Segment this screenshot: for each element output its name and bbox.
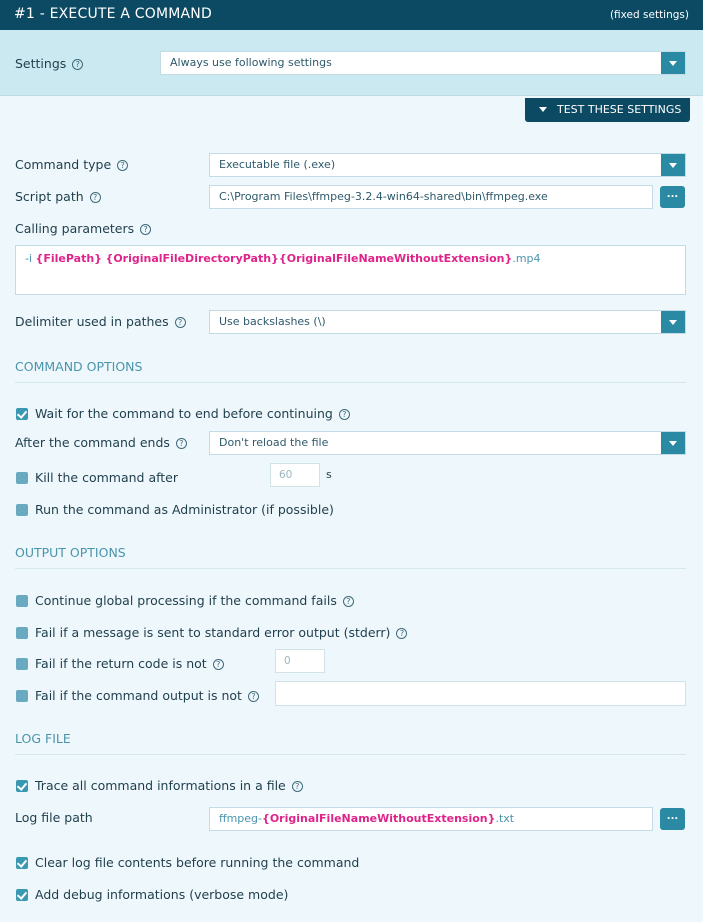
- stderr-label: Fail if a message is sent to standard error output (stderr) ?: [35, 625, 407, 640]
- calling-parameters-label: Calling parameters ?: [15, 221, 151, 236]
- help-icon[interactable]: ?: [396, 628, 407, 639]
- wait-checkbox[interactable]: [16, 408, 28, 420]
- path-variable: {OriginalFileNameWithoutExtension}: [262, 812, 496, 825]
- trace-label: Trace all command informations in a file ?: [35, 778, 303, 793]
- after-command-dropdown[interactable]: [209, 431, 686, 455]
- admin-checkbox[interactable]: [16, 504, 28, 516]
- delimiter-value: Use backslashes (\): [219, 315, 326, 328]
- script-path-label: Script path ?: [15, 189, 101, 204]
- path-text: .txt: [495, 812, 515, 825]
- chevron-down-icon[interactable]: [661, 52, 685, 74]
- kill-label: Kill the command after: [35, 470, 179, 485]
- param-variable: {FilePath}: [35, 252, 102, 265]
- settings-label: Settings ?: [15, 56, 83, 71]
- kill-timeout-input[interactable]: 60: [270, 463, 320, 487]
- help-icon[interactable]: ?: [117, 160, 128, 171]
- output-checkbox[interactable]: [16, 690, 28, 702]
- output-options-heading: OUTPUT OPTIONS: [15, 545, 686, 569]
- command-options-heading: COMMAND OPTIONS: [15, 359, 686, 383]
- output-label: Fail if the command output is not ?: [35, 688, 259, 703]
- test-settings-button[interactable]: [525, 98, 690, 122]
- chevron-down-icon[interactable]: [661, 432, 685, 454]
- delimiter-dropdown[interactable]: [209, 310, 686, 334]
- help-icon[interactable]: ?: [176, 438, 187, 449]
- help-icon[interactable]: ?: [175, 317, 186, 328]
- return-code-checkbox[interactable]: [16, 658, 28, 670]
- admin-label: Run the command as Administrator (if possible): [35, 502, 334, 517]
- clear-log-checkbox[interactable]: [16, 857, 28, 869]
- output-input[interactable]: [275, 681, 686, 706]
- help-icon[interactable]: ?: [343, 596, 354, 607]
- help-icon[interactable]: ?: [248, 691, 259, 702]
- clear-log-label: Clear log file contents before running the command: [35, 855, 360, 870]
- log-file-path-label: Log file path: [15, 810, 93, 825]
- window-header: [0, 0, 703, 30]
- fixed-settings-label: (fixed settings): [609, 9, 689, 21]
- calling-parameters-input[interactable]: [15, 245, 686, 295]
- trace-checkbox[interactable]: [16, 780, 28, 792]
- kill-unit: s: [326, 468, 332, 481]
- script-path-input[interactable]: [209, 185, 653, 209]
- delimiter-label: Delimiter used in pathes ?: [15, 314, 186, 329]
- param-text: -i: [25, 252, 36, 265]
- log-file-heading: LOG FILE: [15, 731, 686, 755]
- command-type-label: Command type ?: [15, 157, 128, 172]
- continue-label: Continue global processing if the command fails ?: [35, 593, 354, 608]
- param-variable: {OriginalFileNameWithoutExtension}: [278, 252, 513, 265]
- wait-label: Wait for the command to end before continuing ?: [35, 406, 350, 421]
- param-variable: {OriginalFileDirectoryPath}: [105, 252, 279, 265]
- help-icon[interactable]: ?: [140, 224, 151, 235]
- chevron-down-icon[interactable]: [661, 311, 685, 333]
- help-icon[interactable]: ?: [339, 409, 350, 420]
- triangle-down-icon: [539, 107, 547, 112]
- path-text: ffmpeg-: [219, 812, 262, 825]
- after-command-value: Don't reload the file: [219, 436, 329, 449]
- command-type-value: Executable file (.exe): [219, 158, 336, 171]
- header-title: #1 - EXECUTE A COMMAND: [14, 6, 212, 22]
- settings-band: [0, 30, 703, 96]
- chevron-down-icon[interactable]: [661, 154, 685, 176]
- param-text: .mp4: [512, 252, 541, 265]
- test-settings-label: TEST THESE SETTINGS: [557, 103, 682, 116]
- continue-checkbox[interactable]: [16, 595, 28, 607]
- stderr-checkbox[interactable]: [16, 627, 28, 639]
- help-icon[interactable]: ?: [213, 659, 224, 670]
- return-code-label: Fail if the return code is not ?: [35, 656, 224, 671]
- debug-checkbox[interactable]: [16, 889, 28, 901]
- debug-label: Add debug informations (verbose mode): [35, 887, 289, 902]
- help-icon[interactable]: ?: [90, 192, 101, 203]
- kill-checkbox[interactable]: [16, 472, 28, 484]
- script-path-value: C:\Program Files\ffmpeg-3.2.4-win64-shared\bin\ffmpeg.exe: [219, 190, 548, 203]
- settings-dropdown-value: Always use following settings: [170, 56, 332, 69]
- help-icon[interactable]: ?: [72, 59, 83, 70]
- log-file-browse-button[interactable]: ...: [660, 808, 685, 830]
- return-code-input[interactable]: 0: [275, 649, 325, 673]
- log-file-path-input[interactable]: [209, 807, 653, 831]
- after-command-label: After the command ends ?: [15, 435, 187, 450]
- command-type-dropdown[interactable]: [209, 153, 686, 177]
- settings-dropdown[interactable]: [160, 51, 686, 75]
- help-icon[interactable]: ?: [292, 781, 303, 792]
- script-path-browse-button[interactable]: ...: [660, 186, 685, 208]
